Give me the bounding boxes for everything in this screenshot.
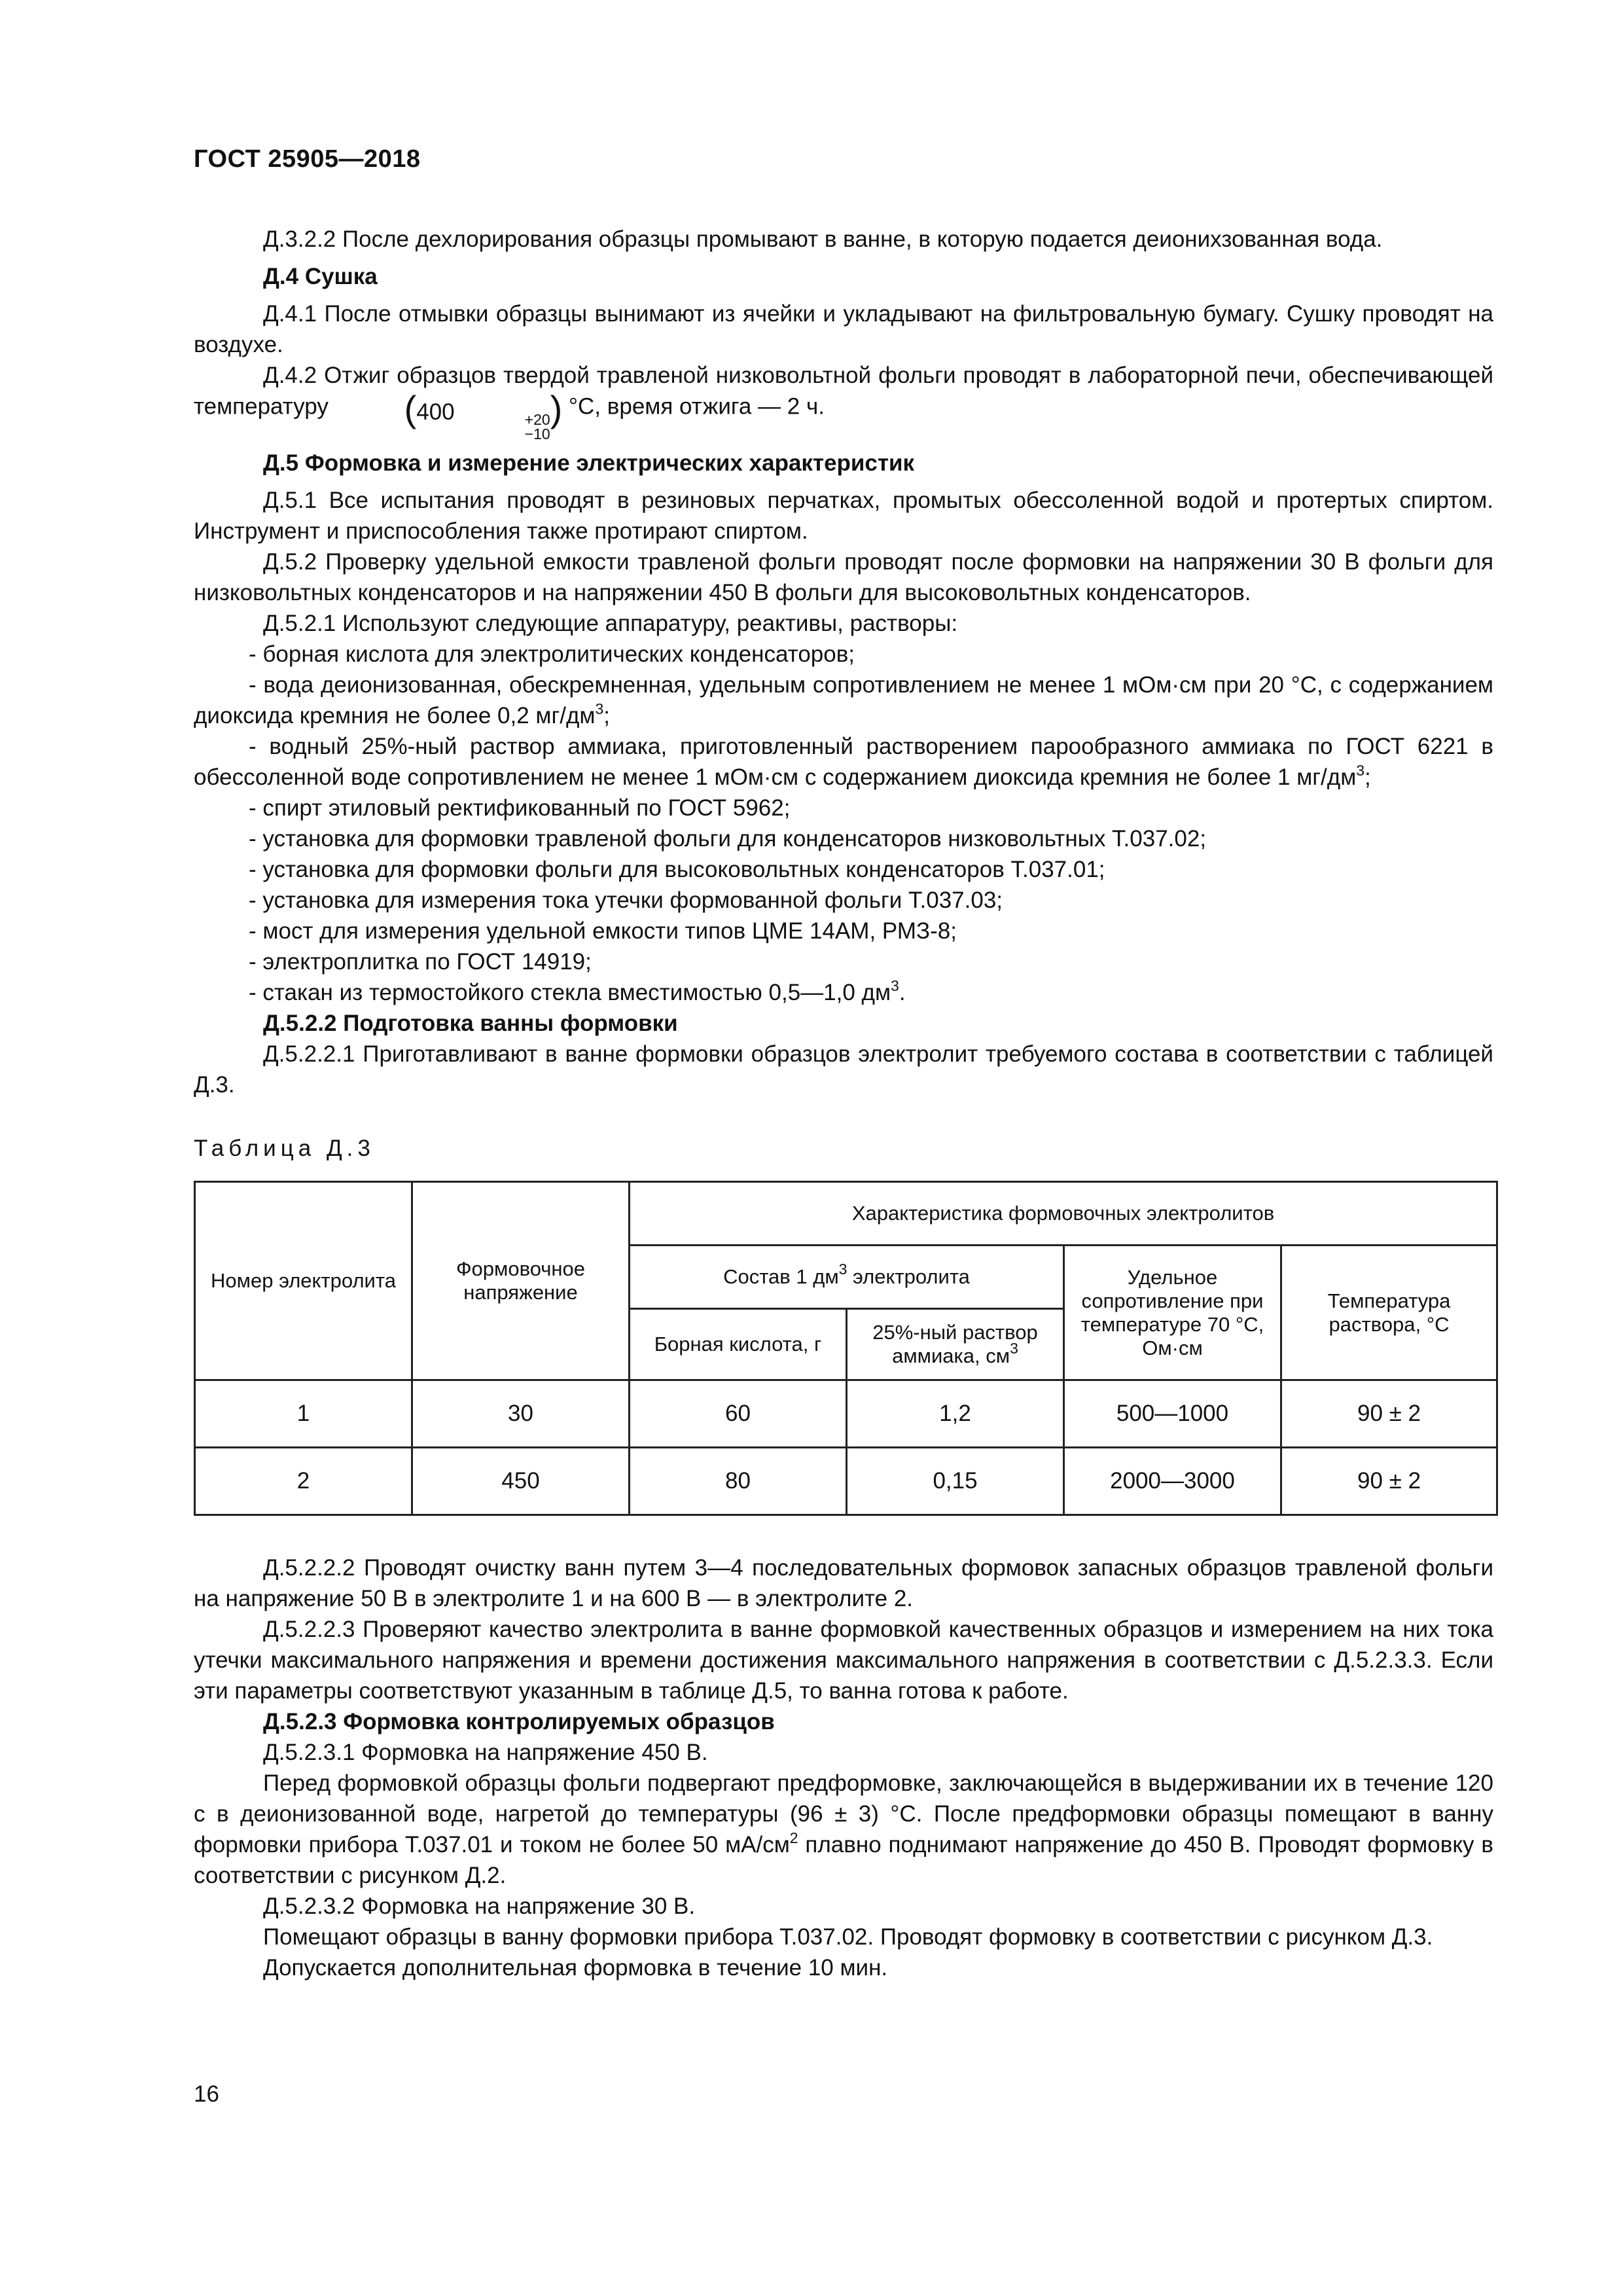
cell-number: 2 [195, 1448, 412, 1515]
cell-ammonia: 0,15 [847, 1448, 1064, 1515]
paragraph-d5-2: Д.5.2 Проверку удельной емкости травленой фольги проводят после формовки на напряжении 30 В фольги для низковольтных конденсаторов и на напряжении 450 В фольги для высоковольтных конденсаторов. [194, 549, 1493, 605]
paragraph-d5-2-2-1: Д.5.2.2.1 Приготавливают в ванне формовки образцов электролит требуемого состава в соответствии с таблицей Д.3. [194, 1041, 1493, 1098]
paragraph-d5-2-2-2: Д.5.2.2.2 Проводят очистку ванн путем 3—4 последовательных формовок запасных образцов травленой фольги на напряжение 50 В в электролите 1 и на 600 В — в электролите 2. [194, 1555, 1493, 1611]
paragraph-d4-1: Д.4.1 После отмывки образцы вынимают из ячейки и укладывают на фильтровальную бумагу. Сушку проводят на воздухе. [194, 301, 1493, 357]
list-item: - борная кислота для электролитических конденсаторов; [249, 641, 855, 667]
table-row [195, 1380, 1497, 1448]
electrolyte-table [194, 1181, 1498, 1516]
header-boric-acid: Борная кислота, г [630, 1309, 847, 1380]
heading-d5-2-2: Д.5.2.2 Подготовка ванны формовки [263, 1011, 678, 1036]
header-ammonia: 25%-ный раствор аммиака, $см^3$ [847, 1309, 1064, 1380]
paragraph-placement: Помещают образцы в ванну формовки прибора Т.037.02. Проводят формовку в соответствии с рисунком Д.3. [263, 1924, 1433, 1950]
document-header: ГОСТ 25905—2018 [194, 145, 421, 173]
list-item: - вода деионизованная, обескремненная, удельным сопротивлением не менее 1 мОм·см при 20 °С, с содержанием диоксида кремния не более 0,2 $мг/дм^3$; [194, 672, 1493, 728]
table-caption: Таблица Д.3 [194, 1136, 375, 1161]
paragraph-extra-forming: Допускается дополнительная формовка в течение 10 мин. [263, 1955, 888, 1981]
list-item: - установка для измерения тока утечки формованной фольги Т.037.03; [249, 888, 1003, 913]
cell-voltage: 450 [412, 1448, 630, 1515]
paragraph-d5-2-1: Д.5.2.1 Используют следующие аппаратуру, реактивы, растворы: [263, 611, 958, 636]
paragraph-d3-2-2: Д.3.2.2 После дехлорирования образцы промывают в ванне, в которую подается деионихзованная вода. [263, 226, 1383, 252]
header-temperature: Температура раствора, °С [1281, 1246, 1497, 1380]
paragraph-d4-2: Д.4.2 Отжиг образцов твердой травленой низковольтной фольги проводят в лабораторной печи, обеспечивающей температуру (400 +20 −10 ) °С, время отжига — 2 ч. [194, 363, 1493, 442]
temperature-tolerance: (400 +20 −10 ) [404, 388, 563, 442]
cell-number: 1 [195, 1380, 412, 1448]
table-row [195, 1448, 1497, 1515]
cell-boric: 80 [630, 1448, 847, 1515]
heading-d4: Д.4 Сушка [263, 264, 378, 289]
list-item: - установка для формовки травленой фольги для конденсаторов низковольтных Т.037.02; [249, 826, 1207, 852]
cell-resistance: 500—1000 [1064, 1380, 1281, 1448]
paragraph-d5-1: Д.5.1 Все испытания проводят в резиновых перчатках, промытых обессоленной водой и протертых спиртом. Инструмент и приспособления также протирают спиртом. [194, 488, 1493, 544]
cell-temperature: 90 ± 2 [1281, 1380, 1497, 1448]
cell-resistance: 2000—3000 [1064, 1448, 1281, 1515]
list-item: - мост для измерения удельной емкости типов ЦМЕ 14АМ, РМЗ-8; [249, 918, 957, 944]
document-body [194, 224, 1493, 1983]
list-item: - электроплитка по ГОСТ 14919; [249, 949, 592, 975]
paragraph-d5-2-3-2: Д.5.2.3.2 Формовка на напряжение 30 В. [263, 1893, 696, 1919]
list-item: - спирт этиловый ректификованный по ГОСТ 5962; [249, 795, 791, 821]
header-resistance: Удельное сопротивление при температуре 70 °С, Ом·см [1064, 1246, 1281, 1380]
header-voltage: Формовочное напряжение [412, 1182, 630, 1380]
heading-d5: Д.5 Формовка и измерение электрических характеристик [263, 450, 915, 476]
cell-voltage: 30 [412, 1380, 630, 1448]
heading-d5-2-3: Д.5.2.3 Формовка контролируемых образцов [263, 1709, 775, 1734]
list-item: - установка для формовки фольги для высоковольтных конденсаторов Т.037.01; [249, 857, 1105, 882]
cell-boric: 60 [630, 1380, 847, 1448]
list-item: - водный 25%-ный раствор аммиака, приготовленный растворением парообразного аммиака по ГОСТ 6221 в обессоленной воде сопротивлением не менее 1 мОм·см с содержанием диоксида кремния не более 1 $мг/дм^3$; [194, 734, 1493, 790]
header-group: Характеристика формовочных электролитов [630, 1182, 1497, 1246]
header-composition: Состав 1 $дм^3$ электролита [630, 1246, 1064, 1309]
cell-ammonia: 1,2 [847, 1380, 1064, 1448]
list-item: - стакан из термостойкого стекла вместимостью 0,5—1,0 $дм^3$. [249, 977, 906, 1005]
paragraph-d5-2-2-3: Д.5.2.2.3 Проверяют качество электролита в ванне формовкой качественных образцов и измерением на них тока утечки максимального напряжения и времени достижения максимального напряжения в соответствии с Д.5.2.3.3. Если эти параметры соответствуют указанным в таблице Д.5, то ванна готова к работе. [194, 1617, 1493, 1704]
cell-temperature: 90 ± 2 [1281, 1448, 1497, 1515]
paragraph-preforming: Перед формовкой образцы фольги подвергают предформовке, заключающейся в выдерживании их в течение 120 с в деионизованной воде, нагретой до температуры (96 ± 3) °С. После предформовки образцы помещают в ванну формовки прибора Т.037.01 и током не более 50 $мА/см^2$ плавно поднимают напряжение до 450 В. Проводят формовку в соответствии с рисунком Д.2. [194, 1770, 1493, 1888]
page-number: 16 [194, 2081, 219, 2107]
header-number: Номер электролита [195, 1182, 412, 1380]
paragraph-d5-2-3-1: Д.5.2.3.1 Формовка на напряжение 450 В. [263, 1740, 708, 1765]
